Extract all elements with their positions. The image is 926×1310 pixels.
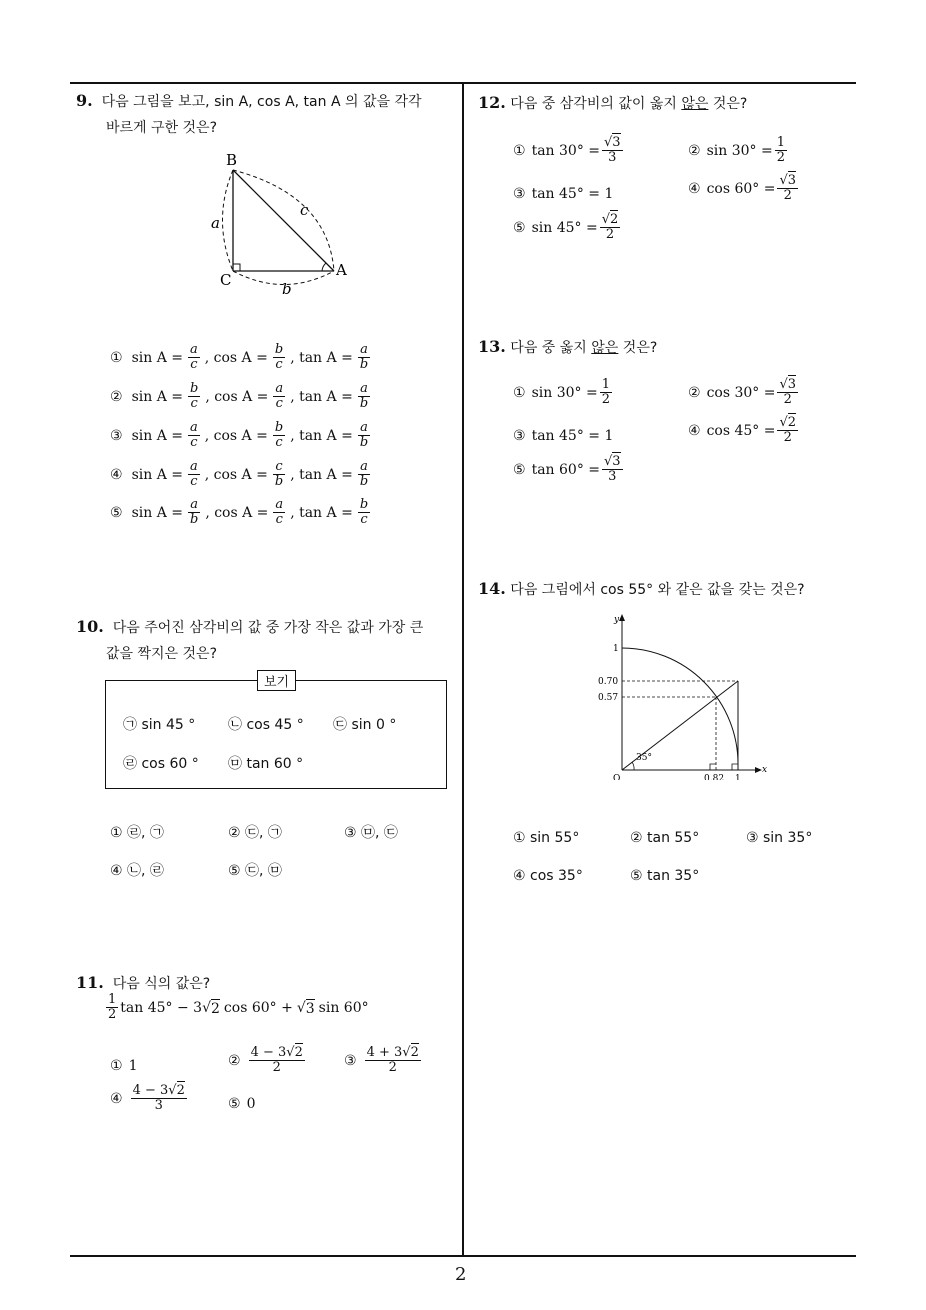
option-number: ②	[110, 388, 123, 405]
option-number: ①	[513, 384, 526, 401]
numerator: a	[189, 342, 198, 357]
radicand: 3	[787, 377, 797, 392]
fraction	[358, 382, 370, 411]
answer-option[interactable]	[513, 186, 613, 202]
option-lhs: tan 30° =	[531, 142, 600, 159]
denominator: c	[190, 396, 198, 411]
numerator-text: 4 − 3	[132, 1083, 169, 1098]
denominator-text: 3	[608, 150, 617, 165]
numerator: 4 − 3√2	[132, 1083, 185, 1098]
option-number: ③	[513, 428, 526, 444]
fraction	[273, 382, 285, 411]
question-text-end: 것은?	[618, 340, 658, 356]
denominator-text: 2	[783, 392, 792, 407]
denominator: c	[360, 512, 368, 527]
option-number: ③	[110, 427, 123, 444]
page-number: 2	[455, 1264, 467, 1285]
numerator: √3	[604, 454, 621, 469]
radicand: 2	[176, 1083, 185, 1098]
option-number: ④	[110, 466, 123, 483]
numerator: √2	[601, 212, 619, 227]
option-number: ①	[110, 1058, 123, 1074]
question-number: 12.	[478, 93, 506, 112]
option-number: ⑤	[228, 1096, 241, 1112]
answer-option[interactable]	[110, 1084, 189, 1113]
fraction	[273, 460, 285, 489]
denominator-text: 2	[783, 188, 792, 203]
denominator	[606, 151, 618, 165]
answer-option[interactable]: ② ㉢, ㉠	[228, 825, 282, 841]
option-value: 1	[128, 1058, 138, 1074]
answer-option[interactable]	[513, 378, 614, 407]
numerator	[600, 378, 612, 393]
question-text-underline: 않은	[591, 340, 619, 356]
answer-option[interactable]	[688, 136, 789, 165]
ratio-label: , cos A =	[204, 349, 268, 366]
answer-option[interactable]	[688, 416, 800, 445]
numerator-text: 1	[776, 135, 785, 150]
denominator: c	[190, 474, 198, 489]
numerator: √3	[779, 173, 797, 188]
denominator	[153, 1099, 165, 1113]
fraction	[188, 421, 200, 450]
bottom-rule	[70, 1255, 856, 1257]
fraction	[600, 378, 612, 407]
denominator	[600, 393, 612, 407]
fraction	[188, 382, 200, 411]
ratio-label: sin A =	[131, 388, 183, 405]
x-tick-label: 0.82	[704, 774, 725, 780]
side-label-c: c	[300, 201, 309, 219]
fraction	[358, 498, 370, 527]
angle-label: 35°	[636, 753, 652, 763]
fraction	[273, 421, 285, 450]
option-lhs: cos 45° =	[706, 422, 776, 439]
option-number: ⑤	[110, 504, 123, 521]
ratio-label: sin A =	[131, 349, 183, 366]
numerator: a	[189, 459, 198, 474]
origin-label: O	[613, 774, 621, 780]
denominator: c	[275, 396, 283, 411]
answer-option[interactable]	[110, 343, 372, 372]
question-text-underline: 않은	[681, 96, 709, 112]
numerator: a	[190, 497, 199, 512]
ratio-label: , cos A =	[204, 427, 268, 444]
fraction	[600, 213, 621, 242]
answer-option[interactable]: ④ ㉡, ㉣	[110, 863, 164, 879]
box-item: ㉣ cos 60 °	[123, 756, 199, 772]
fraction	[602, 136, 623, 165]
fraction	[358, 421, 370, 450]
box-item: ㉤ tan 60 °	[228, 756, 304, 772]
box-item: ㉠ sin 45 °	[123, 717, 196, 733]
triangle-figure	[200, 150, 360, 300]
option-number: ②	[688, 142, 701, 159]
option-number: ①	[110, 349, 123, 366]
denominator	[606, 470, 618, 484]
ratio-label: , cos A =	[204, 466, 268, 483]
fraction	[365, 1046, 421, 1075]
radicand: 2	[410, 1045, 419, 1060]
numerator	[775, 136, 787, 151]
option-lhs: sin 30° =	[706, 142, 773, 159]
question-text-line2: 값을 짝지은 것은?	[106, 646, 217, 662]
side-label-b: b	[282, 280, 292, 298]
option-value: 0	[246, 1096, 256, 1112]
x-tick-label: 1	[735, 774, 741, 780]
radicand: 3	[612, 454, 621, 469]
option-number: ①	[513, 142, 526, 159]
denominator-text: 3	[154, 1098, 163, 1113]
answer-option[interactable]	[228, 1046, 307, 1075]
fraction	[188, 343, 200, 372]
unit-circle-figure	[598, 610, 778, 780]
question-13	[478, 334, 657, 361]
fraction	[131, 1084, 187, 1113]
box-item: ㉢ sin 0 °	[333, 717, 397, 733]
question-10	[76, 614, 461, 667]
answer-option[interactable]: ① sin 55°	[513, 830, 580, 846]
question-14	[478, 576, 805, 603]
side-label-a: a	[211, 214, 220, 232]
fraction	[777, 378, 798, 407]
denominator-text: 2	[605, 227, 615, 242]
option-lhs: cos 30° =	[706, 384, 776, 401]
answer-option[interactable]: ④ cos 35°	[513, 868, 583, 884]
question-number: 13.	[478, 337, 506, 356]
answer-option[interactable]	[513, 428, 613, 444]
box-item: ㉡ cos 45 °	[228, 717, 304, 733]
denominator-text: 2	[783, 430, 792, 445]
denominator	[271, 1061, 283, 1075]
numerator: √2	[779, 415, 797, 430]
option-lhs: tan 60° =	[531, 461, 600, 478]
x-axis-label: x	[762, 765, 768, 775]
question-12	[478, 90, 747, 117]
denominator: c	[190, 435, 198, 450]
fraction	[358, 460, 370, 489]
option-number: ④	[110, 1090, 123, 1107]
numerator: a	[275, 497, 284, 512]
question-9	[76, 88, 461, 141]
numerator: a	[189, 420, 198, 435]
vertex-label-c: C	[220, 271, 232, 289]
fraction	[602, 455, 623, 484]
numerator: a	[275, 381, 284, 396]
numerator-text: 4 + 3	[366, 1045, 403, 1060]
radicand: 3	[612, 135, 621, 150]
answer-option[interactable]	[688, 174, 800, 203]
ratio-label: , tan A =	[290, 466, 353, 483]
answer-option[interactable]	[110, 421, 372, 450]
answer-option[interactable]	[228, 1096, 255, 1112]
question-text-end: 것은?	[708, 96, 748, 112]
numerator: a	[360, 381, 368, 396]
denominator-text: 3	[608, 469, 617, 484]
y-tick-label: 0.70	[598, 677, 619, 687]
answer-option[interactable]	[513, 455, 625, 484]
denominator: c	[190, 357, 198, 372]
fraction	[777, 174, 798, 203]
ratio-label: sin A =	[131, 466, 183, 483]
question-number: 9.	[76, 91, 93, 110]
ratio-label: sin A =	[131, 504, 183, 521]
option-number: ④	[688, 422, 701, 439]
numerator: b	[189, 381, 199, 396]
numerator-text: 1	[601, 377, 610, 392]
example-box-title: 보기	[257, 670, 296, 691]
fraction	[188, 498, 200, 527]
fraction	[249, 1046, 305, 1075]
numerator: √3	[604, 135, 621, 150]
denominator: c	[275, 357, 283, 372]
fraction	[188, 460, 200, 489]
question-text-line1: 다음 그림을 보고, sin A, cos A, tan A 의 값을 각각	[101, 94, 422, 110]
y-tick-label: 0.57	[598, 693, 619, 703]
fraction	[273, 498, 285, 527]
option-number: ②	[688, 384, 701, 401]
denominator: c	[275, 435, 283, 450]
answer-option[interactable]: ③ sin 35°	[746, 830, 813, 846]
fraction	[777, 416, 798, 445]
numerator: b	[359, 497, 369, 512]
numerator: b	[274, 420, 284, 435]
question-number: 14.	[478, 579, 506, 598]
question-number: 10.	[76, 617, 104, 636]
numerator: c	[275, 459, 283, 474]
fraction	[775, 136, 787, 165]
numerator-text: 4 − 3	[250, 1045, 287, 1060]
ratio-label: , tan A =	[290, 504, 353, 521]
answer-option[interactable]: ③ ㉤, ㉢	[344, 825, 398, 841]
question-text: 다음 그림에서 cos 55° 와 같은 값을 갖는 것은?	[510, 582, 805, 598]
vertex-label-b: B	[226, 151, 238, 169]
answer-option[interactable]	[110, 460, 372, 489]
answer-option[interactable]: ② tan 55°	[630, 830, 700, 846]
answer-option[interactable]	[513, 136, 625, 165]
answer-option[interactable]: ⑤ tan 35°	[630, 868, 700, 884]
option-number: ⑤	[513, 461, 526, 478]
answer-option[interactable]: ① ㉣, ㉠	[110, 825, 164, 841]
answer-option[interactable]: ⑤ ㉢, ㉤	[228, 863, 282, 879]
question-text: 다음 식의 값은?	[112, 976, 211, 992]
denominator-text: 2	[601, 392, 610, 407]
denominator	[782, 431, 794, 445]
y-axis-label: y	[614, 615, 620, 625]
option-lhs: sin 45° =	[531, 219, 598, 236]
option-number: ②	[228, 1052, 241, 1069]
answer-option[interactable]	[513, 213, 622, 242]
denominator: b	[359, 357, 369, 372]
ratio-label: , tan A =	[290, 388, 353, 405]
question-text-line1: 다음 주어진 삼각비의 값 중 가장 작은 값과 가장 큰	[112, 620, 424, 636]
question-text: 다음 중 삼각비의 값이 옳지	[510, 96, 682, 112]
vertex-label-a: A	[336, 261, 347, 279]
option-lhs: tan 45° = 1	[531, 428, 614, 444]
denominator	[782, 189, 794, 203]
ratio-label: , cos A =	[205, 388, 269, 405]
radicand: 3	[787, 173, 797, 188]
question-text-line2: 바르게 구한 것은?	[106, 120, 217, 136]
denominator	[387, 1061, 399, 1075]
radicand: 2	[294, 1045, 303, 1060]
numerator: 4 + 3√2	[366, 1045, 419, 1060]
denominator: c	[275, 512, 283, 527]
option-number: ⑤	[513, 219, 526, 236]
ratio-label: sin A =	[131, 427, 183, 444]
numerator: a	[360, 459, 368, 474]
numerator: b	[274, 342, 284, 357]
answer-option[interactable]	[110, 1058, 137, 1074]
numerator: a	[360, 420, 368, 435]
ratio-label: , tan A =	[290, 349, 353, 366]
ratio-label: , tan A =	[290, 427, 353, 444]
answer-option[interactable]	[110, 382, 372, 411]
numerator: a	[360, 342, 368, 357]
fraction	[273, 343, 285, 372]
column-divider	[462, 82, 464, 1256]
answer-option[interactable]	[344, 1046, 423, 1075]
option-lhs: cos 60° =	[706, 180, 776, 197]
denominator: b	[359, 474, 369, 489]
question-text: 다음 중 옳지	[510, 340, 592, 356]
answer-option[interactable]	[688, 378, 800, 407]
radicand: 2	[787, 415, 797, 430]
q11-expression: $\frac{1}{2}$ tan 45° − 3 √ 2 cos 60° + √ 3 sin 60°	[108, 992, 369, 1022]
radicand: 2	[609, 212, 619, 227]
denominator: b	[359, 396, 369, 411]
option-lhs: tan 45° = 1	[531, 186, 614, 202]
numerator: 4 − 3√2	[250, 1045, 303, 1060]
denominator	[775, 151, 787, 165]
numerator: √3	[779, 377, 797, 392]
fraction	[358, 343, 370, 372]
ratio-label: , cos A =	[205, 504, 269, 521]
denominator-text: 2	[388, 1060, 397, 1075]
option-number: ③	[513, 186, 526, 202]
denominator	[604, 228, 616, 242]
denominator-text: 2	[272, 1060, 281, 1075]
option-number: ④	[688, 180, 701, 197]
denominator: b	[189, 512, 199, 527]
denominator: b	[274, 474, 284, 489]
question-number: 11.	[76, 973, 104, 992]
answer-option[interactable]	[110, 498, 372, 527]
option-lhs: sin 30° =	[531, 384, 598, 401]
y-tick-label: 1	[613, 644, 619, 654]
denominator-text: 2	[776, 150, 785, 165]
denominator: b	[359, 435, 369, 450]
denominator	[782, 393, 794, 407]
option-number: ③	[344, 1052, 357, 1069]
